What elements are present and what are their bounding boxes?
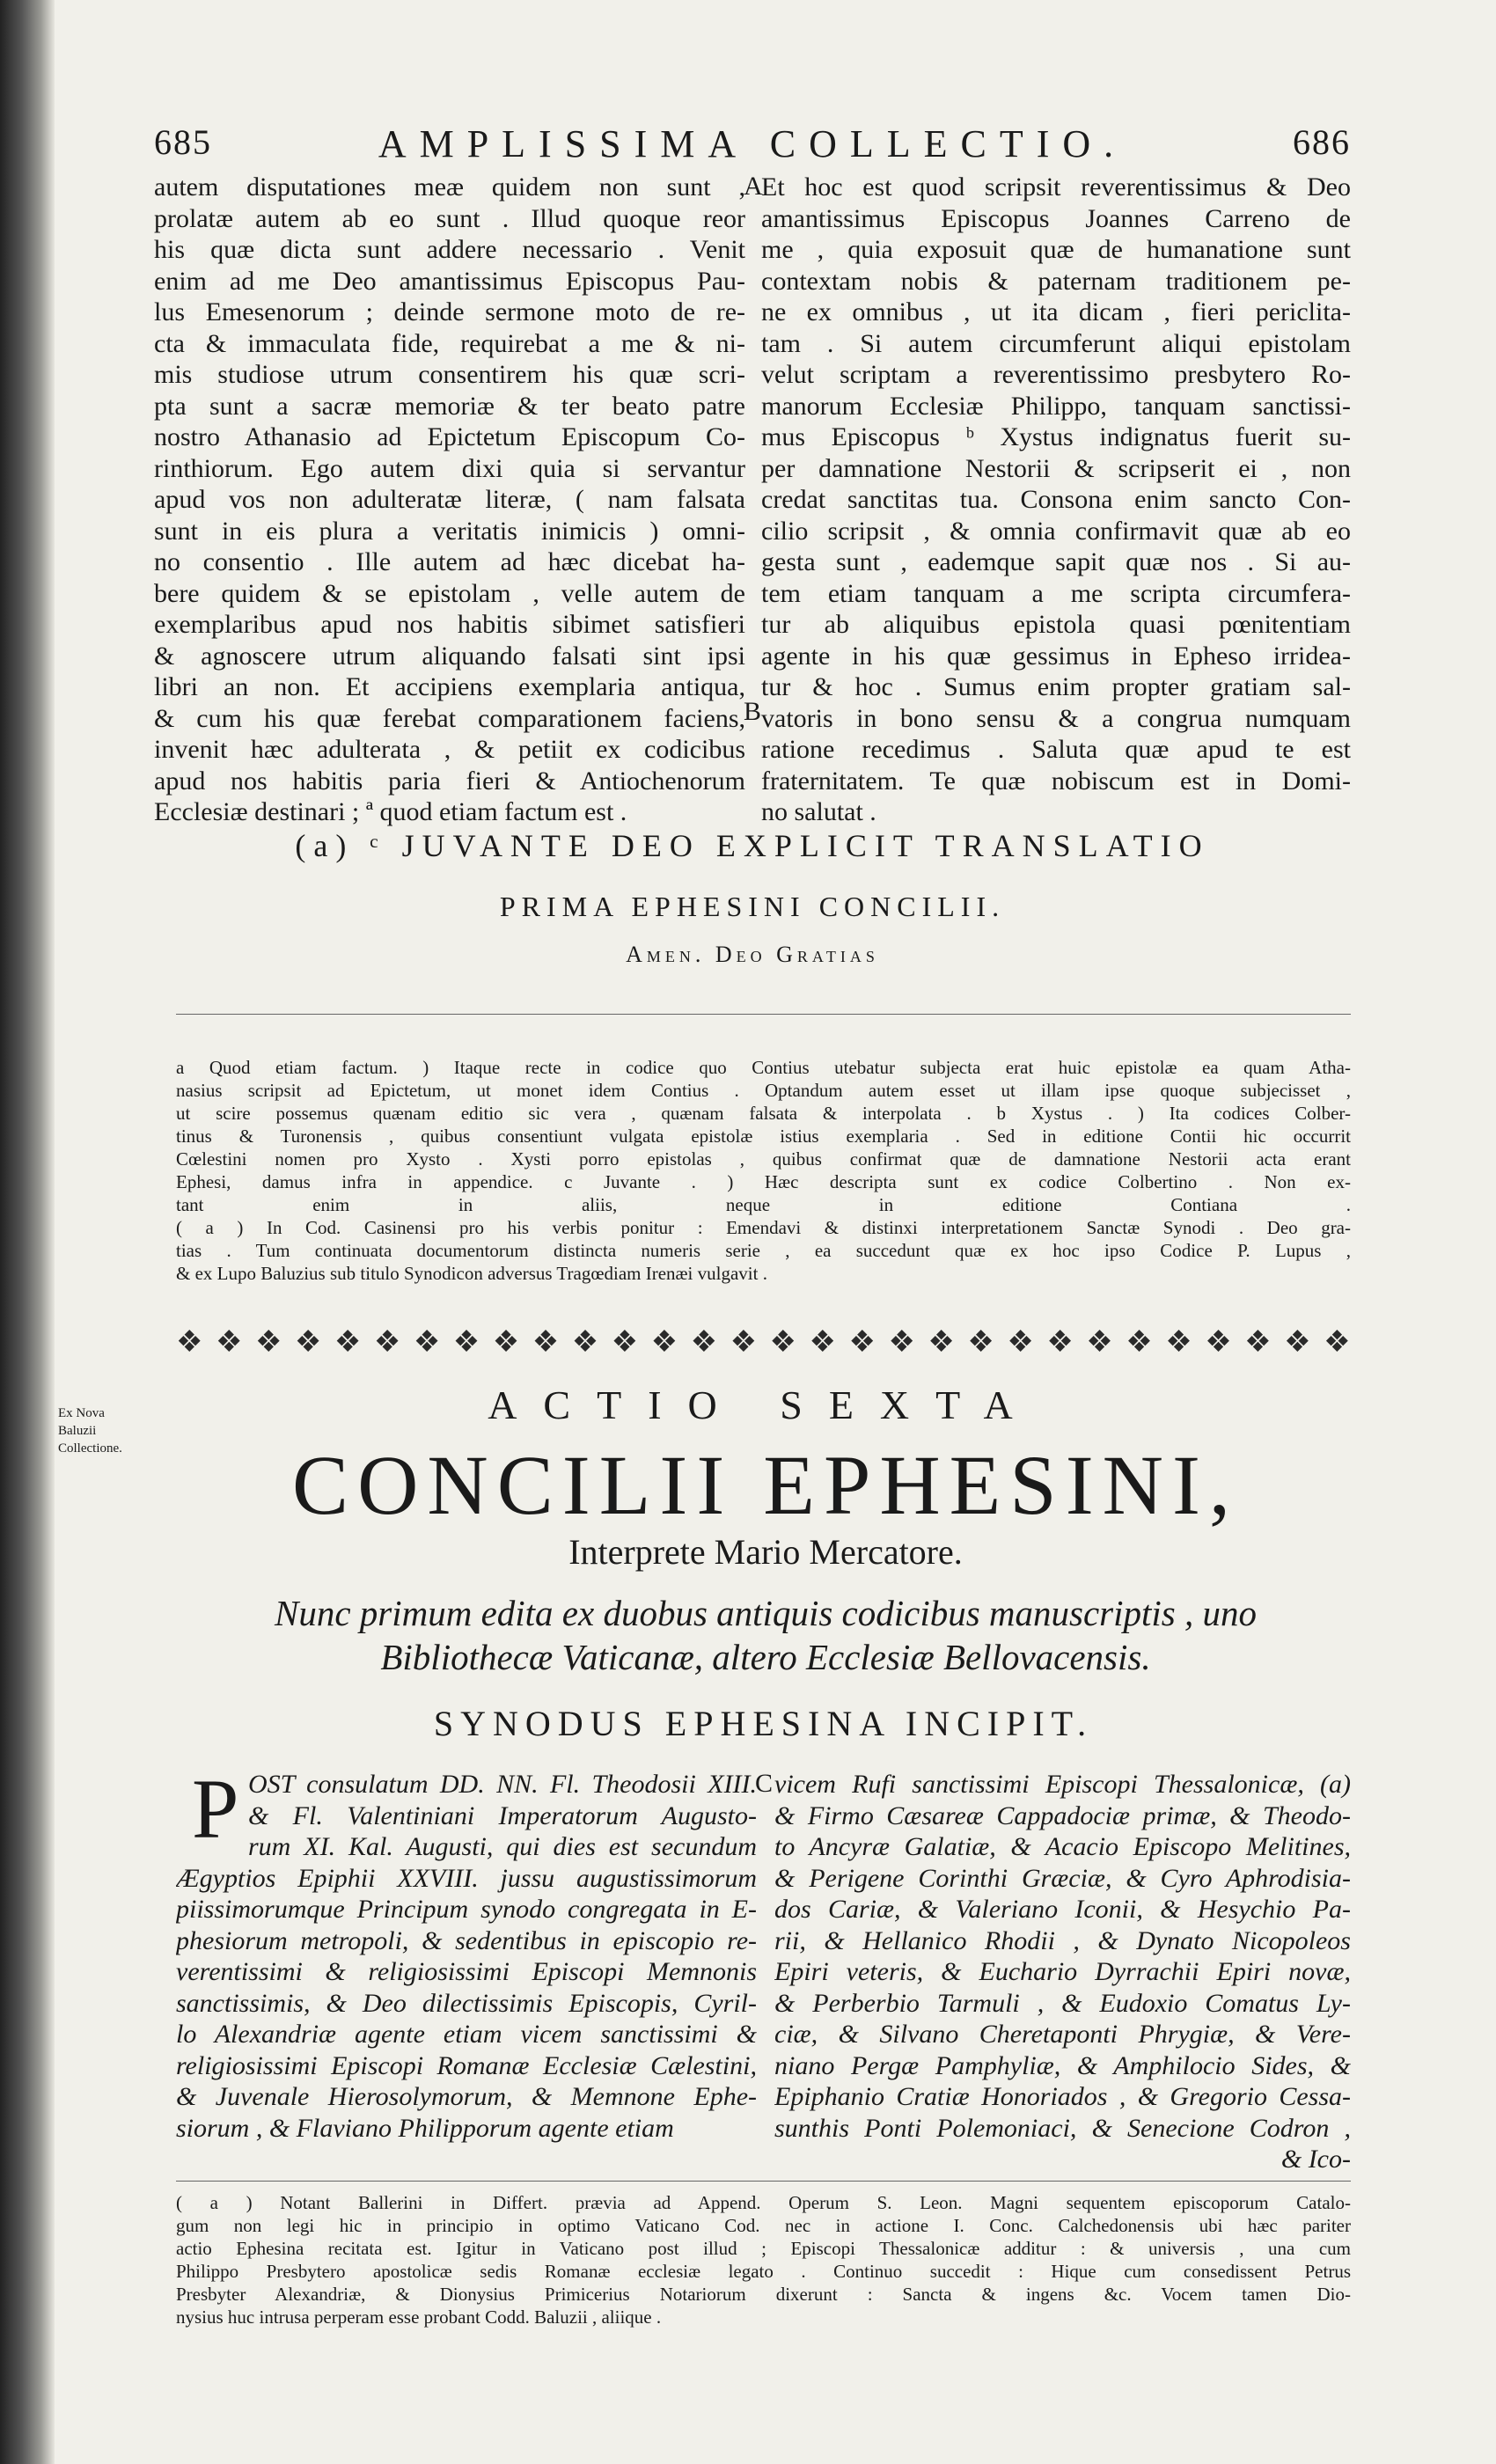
upper-right-lines-line: manorum Ecclesiæ Philippo, tanquam sanctissi-: [761, 391, 1351, 421]
lower-left-lines-line: OST consulatum DD. NN. Fl. Theodosii XIII.: [248, 1770, 757, 1799]
ornament-glyph: ❖: [413, 1326, 441, 1359]
footnotes-bottom-line: ( a ) Notant Ballerini in Differt. prævia ad Append. Operum S. Leon. Magni sequentem episcoporum Catalo-: [176, 2192, 1351, 2213]
lower-right-lines-line: & Firmo Cæsareæ Cappadociæ primæ, & Theodo-: [774, 1800, 1351, 1830]
ornament-glyph: ❖: [611, 1326, 639, 1359]
upper-right-lines-line: mus Episcopus ᵇ Xystus indignatus fuerit su-: [761, 422, 1351, 451]
ornament-glyph: ❖: [334, 1326, 362, 1359]
upper-left-lines-line: invenit hæc adulterata , & petiit ex codicibus: [154, 735, 745, 764]
lower-left-lines-line: sanctissimis, & Deo dilectissimis Episcopis, Cyril-: [176, 1988, 757, 2018]
upper-right-lines-line: Et hoc est quod scripsit reverentissimus & Deo: [761, 172, 1351, 202]
lower-left-lines-line: verentissimi & religiosissimi Episcopi Memnonis: [176, 1957, 757, 1986]
ornament-glyph: ❖: [769, 1326, 797, 1359]
ornament-glyph: ❖: [690, 1326, 718, 1359]
upper-left-lines-line: cta & immaculata fide, requirebat a me & ni-: [154, 328, 745, 358]
upper-left-lines-line: prolatæ autem ab eo sunt . Illud quoque reor: [154, 203, 745, 233]
ornament-glyph: ❖: [1244, 1326, 1272, 1359]
page-header: [154, 121, 1351, 174]
ornament-glyph: ❖: [571, 1326, 599, 1359]
lower-right-lines-line: Epiri veteris, & Euchario Dyrrachii Epiri novæ,: [774, 1957, 1351, 1986]
upper-right-lines-line: per damnatione Nestorii & scripserit ei , non: [761, 453, 1351, 483]
upper-right-lines-line: amantissimus Episcopus Joannes Carreno de: [761, 203, 1351, 233]
upper-right-lines-line: ratione recedimus . Saluta quæ apud te est: [761, 735, 1351, 764]
margin-letter-c: C: [755, 1769, 774, 1798]
footnotes-top-line: a Quod etiam factum. ) Itaque recte in codice quo Contius utebatur subjecta erat huic epistolæ ea quam Atha-: [176, 1057, 1351, 1078]
upper-left-lines-line: exemplaribus apud nos habitis sibimet satisfieri: [154, 610, 745, 639]
upper-left-lines-line: lus Emesenorum ; deinde sermone moto de re-: [154, 297, 745, 326]
upper-right-lines-line: tur ab aliquibus epistola quasi pœnitentiam: [761, 610, 1351, 639]
ornament-glyph: ❖: [492, 1326, 520, 1359]
upper-left-lines-line: pta sunt a sacræ memoriæ & ter beato patre: [154, 391, 745, 421]
upper-left-lines-line: mis studiose utrum consentirem his quæ scri-: [154, 360, 745, 389]
upper-right-lines-line: me , quia exposuit quæ de humanatione sunt: [761, 235, 1351, 264]
running-title: AMPLISSIMA COLLECTIO.: [378, 122, 1127, 165]
lower-right-lines-line: ciæ, & Silvano Cheretaponti Phrygiæ, & Vere-: [774, 2020, 1351, 2049]
footnotes-top-line: tant enim in aliis, neque in editione Contiana .: [176, 1194, 1351, 1215]
ornament-glyph: ❖: [1284, 1326, 1311, 1359]
drop-cap: P: [192, 1762, 239, 1856]
upper-left-lines-line: enim ad me Deo amantissimus Episcopus Pau-: [154, 266, 745, 296]
lower-left-lines-line: religiosissimi Episcopi Romanæ Ecclesiæ Cælestini,: [176, 2050, 757, 2080]
lower-right-lines-line: & Perigene Corinthi Græciæ, & Cyro Aphrodisia-: [774, 1863, 1351, 1893]
lower-left-lines-line: phesiorum metropoli, & sedentibus in episcopio re-: [176, 1925, 757, 1955]
ornament-glyph: ❖: [1324, 1326, 1351, 1359]
lower-right-lines-line: rii, & Hellanico Rhodii , & Dynato Nicopoleos: [774, 1925, 1351, 1955]
lower-left-lines-line: piissimorumque Principum synodo congregata in E-: [176, 1895, 757, 1924]
upper-right-lines-line: cilio scripsit , & omnia confirmavit quæ ab eo: [761, 516, 1351, 546]
footnotes-top-line: ut scire possemus quænam editio sic vera , quænam falsata & interpolata . b Xystus . ) Ita codices Colber-: [176, 1103, 1351, 1124]
concilii-heading: CONCILII EPHESINI,: [292, 1438, 1239, 1532]
upper-left-lines-line: apud vos non adulteratæ literæ, ( nam falsata: [154, 485, 745, 514]
explicit-block: [154, 827, 1351, 986]
upper-right-lines-line: velut scriptam a reverentissimo presbytero Ro-: [761, 360, 1351, 389]
ornament-glyph: ❖: [848, 1326, 876, 1359]
upper-right-lines-line: fraternitatem. Te quæ nobiscum est in Domi-: [761, 766, 1351, 796]
upper-left-lines-line: & agnoscere utrum aliquando falsati sint ipsi: [154, 641, 745, 671]
footnotes-top-line: tinus & Turonensis , quibus consentiunt vulgata epistolæ istius exemplaria . Sed in editione Contii hic occurrit: [176, 1126, 1351, 1147]
footnotes-bottom-line: gum non legi hic in principio in optimo Vaticano Cod. nec in actione I. Conc. Calchedonensis ubi hæc pariter: [176, 2215, 1351, 2236]
upper-left-lines-line: his quæ dicta sunt addere necessario . Venit: [154, 235, 745, 264]
lower-right-column: [774, 1769, 1351, 2175]
upper-right-column: [761, 172, 1351, 828]
explicit-line-1: (a) ᶜ JUVANTE DEO EXPLICIT TRANSLATIO: [295, 828, 1210, 863]
lower-left-column: [176, 1762, 757, 2144]
ornament-glyph: ❖: [928, 1326, 955, 1359]
footnotes-top: [176, 1056, 1351, 1285]
lower-right-lines-line: sunthis Ponti Polemoniaci, & Senecione Codron ,: [774, 2113, 1351, 2143]
upper-left-lines-line: sunt in eis plura a veritatis inimicis ) omni-: [154, 516, 745, 546]
upper-right-lines-line: vatoris in bono sensu & a congrua numquam: [761, 703, 1351, 733]
upper-left-column: [154, 172, 745, 828]
explicit-line-2: PRIMA EPHESINI CONCILII.: [499, 891, 1006, 922]
upper-left-lines-line: no consentio . Ille autem ad hæc dicebat ha-: [154, 547, 745, 576]
edition-note-line-2: Bibliothecæ Vaticanæ, altero Ecclesiæ Bellovacensis.: [380, 1637, 1151, 1677]
lower-right-lines-line: & Ico-: [1280, 2145, 1351, 2174]
lower-right-lines-line: to Ancyræ Galatiæ, & Acacio Episcopo Melitines,: [774, 1832, 1351, 1861]
upper-right-lines-line: tem etiam tanquam a me scripta circumfera-: [761, 578, 1351, 608]
footnotes-top-line: Cœlestini nomen pro Xysto . Xysti porro epistolas , quibus confirmat quæ de damnatione Nestorii acta erant: [176, 1148, 1351, 1170]
footnote-rule-bottom: [176, 2181, 1351, 2182]
ornament-glyph: ❖: [650, 1326, 678, 1359]
upper-right-lines-line: agente in his quæ gessimus in Ephesо irridea-: [761, 641, 1351, 671]
ornament-glyph: ❖: [254, 1326, 282, 1359]
lower-left-lines-line: lo Alexandriæ agente etiam vicem sanctissimi &: [176, 2020, 757, 2049]
margin-letter-a: A: [744, 172, 763, 201]
ornament-glyph: ❖: [1126, 1326, 1153, 1359]
lower-right-lines-line: vicem Rufi sanctissimi Episcopi Thessalonicæ, (a): [774, 1770, 1351, 1799]
footnotes-bottom-line: nysius huc intrusa perperam esse probant Codd. Baluzii , aliique .: [176, 2306, 662, 2328]
ornament-glyph: ❖: [1165, 1326, 1192, 1359]
ornament-band: [176, 1324, 1351, 1360]
ornament-glyph: ❖: [1205, 1326, 1232, 1359]
ornament-glyph: ❖: [809, 1326, 836, 1359]
ornament-glyph: ❖: [452, 1326, 480, 1359]
footnote-rule-top: [176, 1014, 1351, 1015]
explicit-line-3: Amen. Deo Gratias: [626, 942, 879, 967]
footnotes-top-line: Ephesi, damus infra in appendice. c Juvante . ) Hæc descripta sunt ex codice Colbertino . Non ex-: [176, 1171, 1351, 1192]
upper-left-lines-line: libri an non. Et accipiens exemplaria antiqua,: [154, 672, 745, 701]
lower-left-lines-line: rum XI. Kal. Augusti, qui dies est secundum: [248, 1832, 757, 1861]
actio-heading: ACTIO SEXTA: [488, 1382, 1039, 1427]
upper-left-lines-line: nostro Athanasio ad Epictetum Episcopum Co-: [154, 422, 745, 451]
ornament-glyph: ❖: [1046, 1326, 1074, 1359]
margin-sidenote: Ex Nova Baluzii Collectione.: [58, 1406, 122, 1456]
lower-right-lines-line: Epiphanio Cratiæ Honoriados , & Gregorio Cessa-: [774, 2082, 1351, 2111]
footnotes-bottom-line: actio Ephesina recitata est. Igitur in Vaticano post illud ; Episcopi Thessalonicæ additur : & universis , una cum: [176, 2238, 1351, 2259]
footnotes-bottom-line: Philippo Presbytero apostolicæ sedis Romanæ ecclesiæ legato . Continuo succedit : Hique cum consedissent Petrus: [176, 2261, 1351, 2282]
margin-letter-b: B: [744, 697, 762, 726]
lower-right-lines-line: niano Pergæ Pamphyliæ, & Amphilocio Sides, &: [774, 2050, 1351, 2080]
footnotes-top-line: ( a ) In Cod. Casinensi pro his verbis ponitur : Emendavi & distinxi interpretationem Sanctæ Synodi . Deo gra-: [176, 1217, 1351, 1238]
upper-right-lines-line: ne ex omnibus , ut ita dicam , fieri periclita-: [761, 297, 1351, 326]
lower-right-lines-line: dos Cariæ, & Valeriano Iconii, & Hesychio Pa-: [774, 1895, 1351, 1924]
upper-right-lines-line: no salutat .: [761, 797, 876, 826]
synodus-heading: SYNODUS EPHESINA INCIPIT.: [433, 1704, 1094, 1743]
footnotes-bottom: [176, 2191, 1351, 2328]
ornament-glyph: ❖: [888, 1326, 915, 1359]
footnotes-top-line: & ex Lupo Baluzius sub titulo Synodicon adversus Tragœdiam Irenæi vulgavit .: [176, 1263, 767, 1284]
upper-right-lines-line: gesta sunt , eademque sapit quæ nos . Si au-: [761, 547, 1351, 576]
ornament-glyph: ❖: [1086, 1326, 1113, 1359]
edition-note-line-1: Nunc primum edita ex duobus antiquis codicibus manuscriptis , uno: [274, 1593, 1258, 1633]
lower-left-lines-line: & Juvenale Hierosolymorum, & Memnone Ephe-: [176, 2082, 757, 2111]
upper-left-lines-line: bere quidem & se epistolam , velle autem de: [154, 578, 745, 608]
lower-left-lines-line: Ægyptios Epiphii XXVIII. jussu augustissimorum: [176, 1863, 757, 1893]
upper-left-lines-line: apud nos habitis paria fieri & Antiochenorum: [154, 766, 745, 796]
ornament-glyph: ❖: [967, 1326, 994, 1359]
ornament-glyph: ❖: [215, 1326, 243, 1359]
lower-right-lines-line: & Perberbio Tarmuli , & Eudoxio Comatus Ly-: [774, 1988, 1351, 2018]
upper-right-lines-line: credat sanctitas tua. Consona enim sancto Con-: [761, 485, 1351, 514]
upper-left-lines-line: Ecclesiæ destinari ; ª quod etiam factum est .: [154, 797, 627, 826]
lower-left-lines-line: siorum , & Flaviano Philipporum agente etiam: [176, 2113, 674, 2143]
ornament-glyph: ❖: [373, 1326, 401, 1359]
upper-right-lines-line: contextam nobis & paternam traditionem pe-: [761, 266, 1351, 296]
ornament-glyph: ❖: [730, 1326, 758, 1359]
upper-left-lines-line: autem disputationes meæ quidem non sunt ,: [154, 172, 745, 202]
upper-left-lines-line: rinthiorum. Ego autem dixi quia si servantur: [154, 453, 745, 483]
upper-right-lines-line: tur & hoc . Sumus enim propter gratiam sal-: [761, 672, 1351, 701]
ornament-glyph: ❖: [1007, 1326, 1034, 1359]
footnotes-top-line: nasius scripsit ad Epictetum, ut monet idem Contius . Optandum autem esset ut illam ipse quoque subjecisset ,: [176, 1080, 1351, 1101]
page-number-right: 686: [1293, 122, 1351, 162]
lower-left-lines-line: & Fl. Valentiniani Imperatorum Augusto-: [248, 1800, 757, 1830]
upper-right-lines-line: tam . Si autem circumferunt aliqui epistolam: [761, 328, 1351, 358]
footnotes-bottom-line: Presbyter Alexandriæ, & Dionysius Primicerius Notariorum dixerunt : Sancta & ingens &c. Vocem tamen Dio-: [176, 2284, 1351, 2305]
ornament-glyph: ❖: [176, 1326, 203, 1359]
ornament-glyph: ❖: [294, 1326, 322, 1359]
footnotes-top-line: tias . Tum continuata documentorum distincta numeris serie , ea succedunt quæ ex hoc ipso Codice P. Lupus ,: [176, 1240, 1351, 1261]
ornament-glyph: ❖: [532, 1326, 560, 1359]
page-number-left: 685: [154, 122, 212, 162]
interprete-line: Interprete Mario Mercatore.: [568, 1532, 963, 1572]
upper-left-lines-line: & cum his quæ ferebat comparationem faciens,: [154, 703, 745, 733]
edition-note: [158, 1591, 1373, 1679]
